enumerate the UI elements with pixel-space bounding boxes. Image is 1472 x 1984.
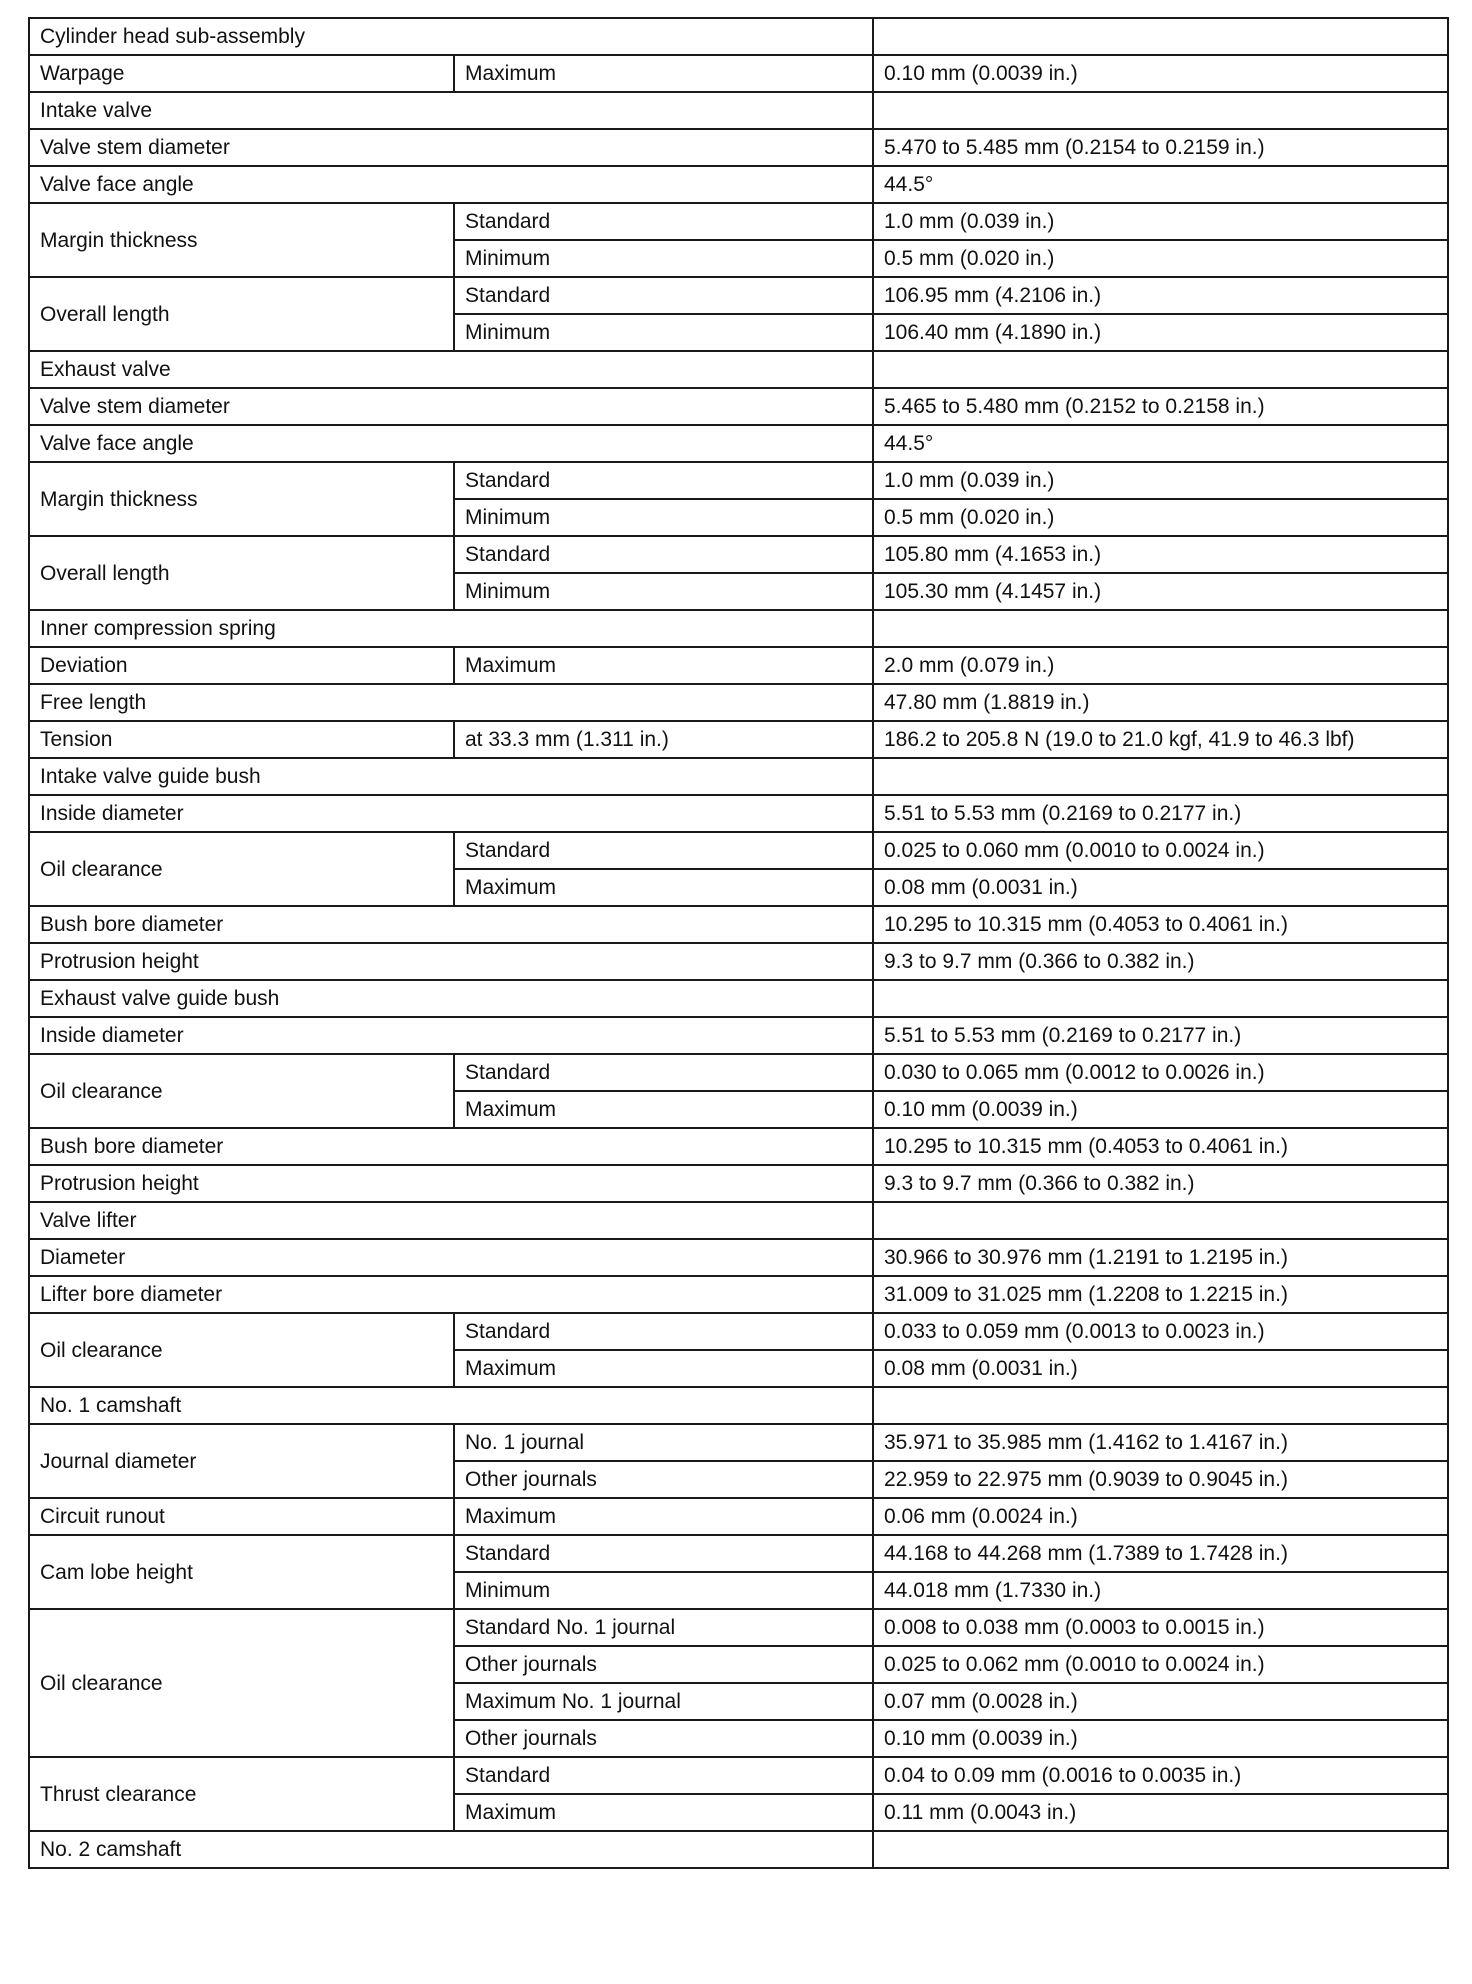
table-cell: Bush bore diameter bbox=[29, 1128, 873, 1165]
table-cell: 30.966 to 30.976 mm (1.2191 to 1.2195 in.) bbox=[873, 1239, 1448, 1276]
table-cell: 9.3 to 9.7 mm (0.366 to 0.382 in.) bbox=[873, 1165, 1448, 1202]
table-cell: Overall length bbox=[29, 277, 454, 351]
table-row bbox=[29, 906, 1448, 943]
spec-table bbox=[28, 17, 1449, 1869]
table-cell: Valve stem diameter bbox=[29, 388, 873, 425]
table-row bbox=[29, 1831, 1448, 1868]
table-cell bbox=[873, 92, 1448, 129]
table-row bbox=[29, 462, 1448, 499]
table-row bbox=[29, 610, 1448, 647]
table-cell: Intake valve bbox=[29, 92, 873, 129]
table-cell: Standard bbox=[454, 1054, 873, 1091]
table-cell: Deviation bbox=[29, 647, 454, 684]
table-cell: 22.959 to 22.975 mm (0.9039 to 0.9045 in.) bbox=[873, 1461, 1448, 1498]
table-row bbox=[29, 1424, 1448, 1461]
table-cell: No. 2 camshaft bbox=[29, 1831, 873, 1868]
table-cell: Maximum bbox=[454, 869, 873, 906]
table-row bbox=[29, 980, 1448, 1017]
table-cell: 1.0 mm (0.039 in.) bbox=[873, 462, 1448, 499]
table-cell: Maximum bbox=[454, 1498, 873, 1535]
table-row bbox=[29, 1535, 1448, 1572]
table-row bbox=[29, 55, 1448, 92]
table-row bbox=[29, 18, 1448, 55]
table-row bbox=[29, 1313, 1448, 1350]
table-cell: Maximum bbox=[454, 55, 873, 92]
table-cell: Other journals bbox=[454, 1720, 873, 1757]
table-cell: 44.5° bbox=[873, 166, 1448, 203]
table-cell: Journal diameter bbox=[29, 1424, 454, 1498]
table-row bbox=[29, 92, 1448, 129]
table-cell: No. 1 camshaft bbox=[29, 1387, 873, 1424]
table-cell: Standard bbox=[454, 1535, 873, 1572]
table-cell: Valve lifter bbox=[29, 1202, 873, 1239]
table-cell: 5.465 to 5.480 mm (0.2152 to 0.2158 in.) bbox=[873, 388, 1448, 425]
table-row bbox=[29, 1054, 1448, 1091]
table-cell: 0.030 to 0.065 mm (0.0012 to 0.0026 in.) bbox=[873, 1054, 1448, 1091]
table-row bbox=[29, 536, 1448, 573]
table-cell: Standard bbox=[454, 277, 873, 314]
table-cell: 0.06 mm (0.0024 in.) bbox=[873, 1498, 1448, 1535]
table-cell: Valve face angle bbox=[29, 425, 873, 462]
table-cell bbox=[873, 1202, 1448, 1239]
table-cell: 44.5° bbox=[873, 425, 1448, 462]
table-row bbox=[29, 1128, 1448, 1165]
table-row bbox=[29, 1609, 1448, 1646]
table-cell: 5.51 to 5.53 mm (0.2169 to 0.2177 in.) bbox=[873, 1017, 1448, 1054]
table-cell: 106.40 mm (4.1890 in.) bbox=[873, 314, 1448, 351]
table-cell: Inside diameter bbox=[29, 795, 873, 832]
table-row bbox=[29, 425, 1448, 462]
table-cell: Oil clearance bbox=[29, 1054, 454, 1128]
table-cell bbox=[873, 610, 1448, 647]
table-row bbox=[29, 1387, 1448, 1424]
table-cell: Exhaust valve bbox=[29, 351, 873, 388]
table-cell: Minimum bbox=[454, 1572, 873, 1609]
table-cell: 47.80 mm (1.8819 in.) bbox=[873, 684, 1448, 721]
table-cell: Standard bbox=[454, 1313, 873, 1350]
table-cell: 0.04 to 0.09 mm (0.0016 to 0.0035 in.) bbox=[873, 1757, 1448, 1794]
table-row bbox=[29, 1757, 1448, 1794]
table-cell: 0.025 to 0.060 mm (0.0010 to 0.0024 in.) bbox=[873, 832, 1448, 869]
table-cell: Valve face angle bbox=[29, 166, 873, 203]
table-cell: Lifter bore diameter bbox=[29, 1276, 873, 1313]
table-cell: 0.08 mm (0.0031 in.) bbox=[873, 869, 1448, 906]
table-cell: 44.168 to 44.268 mm (1.7389 to 1.7428 in.) bbox=[873, 1535, 1448, 1572]
table-row bbox=[29, 277, 1448, 314]
spec-table-body bbox=[29, 18, 1448, 1868]
table-cell: Exhaust valve guide bush bbox=[29, 980, 873, 1017]
table-cell: Free length bbox=[29, 684, 873, 721]
table-cell: 0.11 mm (0.0043 in.) bbox=[873, 1794, 1448, 1831]
table-cell: 10.295 to 10.315 mm (0.4053 to 0.4061 in.) bbox=[873, 1128, 1448, 1165]
table-cell bbox=[873, 1387, 1448, 1424]
table-cell: Standard bbox=[454, 832, 873, 869]
table-cell: Minimum bbox=[454, 573, 873, 610]
table-cell: Margin thickness bbox=[29, 462, 454, 536]
table-cell: 9.3 to 9.7 mm (0.366 to 0.382 in.) bbox=[873, 943, 1448, 980]
table-row bbox=[29, 388, 1448, 425]
table-cell: 1.0 mm (0.039 in.) bbox=[873, 203, 1448, 240]
table-row bbox=[29, 1239, 1448, 1276]
table-cell: Minimum bbox=[454, 314, 873, 351]
table-row bbox=[29, 832, 1448, 869]
table-cell: Protrusion height bbox=[29, 943, 873, 980]
table-row bbox=[29, 1276, 1448, 1313]
table-cell: 5.51 to 5.53 mm (0.2169 to 0.2177 in.) bbox=[873, 795, 1448, 832]
table-cell: 0.5 mm (0.020 in.) bbox=[873, 240, 1448, 277]
table-cell: Maximum bbox=[454, 1350, 873, 1387]
table-row bbox=[29, 351, 1448, 388]
table-cell: 105.80 mm (4.1653 in.) bbox=[873, 536, 1448, 573]
table-cell: Bush bore diameter bbox=[29, 906, 873, 943]
table-cell: 186.2 to 205.8 N (19.0 to 21.0 kgf, 41.9 to 46.3 lbf) bbox=[873, 721, 1448, 758]
table-row bbox=[29, 1165, 1448, 1202]
table-cell bbox=[873, 980, 1448, 1017]
table-row bbox=[29, 684, 1448, 721]
table-row bbox=[29, 647, 1448, 684]
table-cell: Standard bbox=[454, 536, 873, 573]
table-cell: Minimum bbox=[454, 240, 873, 277]
table-cell: Intake valve guide bush bbox=[29, 758, 873, 795]
table-cell: Diameter bbox=[29, 1239, 873, 1276]
table-row bbox=[29, 129, 1448, 166]
table-row bbox=[29, 1017, 1448, 1054]
table-cell: Standard bbox=[454, 203, 873, 240]
table-cell: Inner compression spring bbox=[29, 610, 873, 647]
table-cell: 105.30 mm (4.1457 in.) bbox=[873, 573, 1448, 610]
table-cell bbox=[873, 758, 1448, 795]
table-cell: at 33.3 mm (1.311 in.) bbox=[454, 721, 873, 758]
table-cell: Inside diameter bbox=[29, 1017, 873, 1054]
table-cell: Standard bbox=[454, 1757, 873, 1794]
table-cell: 10.295 to 10.315 mm (0.4053 to 0.4061 in.) bbox=[873, 906, 1448, 943]
table-cell bbox=[873, 18, 1448, 55]
table-cell: Warpage bbox=[29, 55, 454, 92]
table-cell: No. 1 journal bbox=[454, 1424, 873, 1461]
table-cell bbox=[873, 351, 1448, 388]
table-cell: 44.018 mm (1.7330 in.) bbox=[873, 1572, 1448, 1609]
table-row bbox=[29, 943, 1448, 980]
table-cell: 0.10 mm (0.0039 in.) bbox=[873, 55, 1448, 92]
table-cell: Tension bbox=[29, 721, 454, 758]
table-row bbox=[29, 758, 1448, 795]
table-cell: Margin thickness bbox=[29, 203, 454, 277]
table-cell: Circuit runout bbox=[29, 1498, 454, 1535]
table-cell bbox=[873, 1831, 1448, 1868]
table-cell: Other journals bbox=[454, 1461, 873, 1498]
table-cell: Overall length bbox=[29, 536, 454, 610]
table-cell: Standard No. 1 journal bbox=[454, 1609, 873, 1646]
table-cell: 31.009 to 31.025 mm (1.2208 to 1.2215 in.) bbox=[873, 1276, 1448, 1313]
table-cell: 0.10 mm (0.0039 in.) bbox=[873, 1091, 1448, 1128]
table-cell: Cylinder head sub-assembly bbox=[29, 18, 873, 55]
table-row bbox=[29, 1202, 1448, 1239]
table-row bbox=[29, 721, 1448, 758]
table-cell: 2.0 mm (0.079 in.) bbox=[873, 647, 1448, 684]
table-cell: Other journals bbox=[454, 1646, 873, 1683]
table-cell: 0.5 mm (0.020 in.) bbox=[873, 499, 1448, 536]
table-cell: 0.10 mm (0.0039 in.) bbox=[873, 1720, 1448, 1757]
table-cell: Maximum bbox=[454, 647, 873, 684]
table-row bbox=[29, 1498, 1448, 1535]
table-cell: 0.08 mm (0.0031 in.) bbox=[873, 1350, 1448, 1387]
table-cell: Valve stem diameter bbox=[29, 129, 873, 166]
table-row bbox=[29, 203, 1448, 240]
table-cell: 0.008 to 0.038 mm (0.0003 to 0.0015 in.) bbox=[873, 1609, 1448, 1646]
table-cell: Cam lobe height bbox=[29, 1535, 454, 1609]
table-cell: 35.971 to 35.985 mm (1.4162 to 1.4167 in.) bbox=[873, 1424, 1448, 1461]
table-cell: Maximum No. 1 journal bbox=[454, 1683, 873, 1720]
table-cell: 0.07 mm (0.0028 in.) bbox=[873, 1683, 1448, 1720]
table-cell: 0.025 to 0.062 mm (0.0010 to 0.0024 in.) bbox=[873, 1646, 1448, 1683]
table-cell: Thrust clearance bbox=[29, 1757, 454, 1831]
table-cell: 5.470 to 5.485 mm (0.2154 to 0.2159 in.) bbox=[873, 129, 1448, 166]
table-cell: 106.95 mm (4.2106 in.) bbox=[873, 277, 1448, 314]
table-cell: Oil clearance bbox=[29, 1313, 454, 1387]
table-row bbox=[29, 166, 1448, 203]
table-cell: Minimum bbox=[454, 499, 873, 536]
table-cell: Protrusion height bbox=[29, 1165, 873, 1202]
table-cell: Standard bbox=[454, 462, 873, 499]
table-cell: Maximum bbox=[454, 1794, 873, 1831]
table-cell: 0.033 to 0.059 mm (0.0013 to 0.0023 in.) bbox=[873, 1313, 1448, 1350]
table-cell: Maximum bbox=[454, 1091, 873, 1128]
table-cell: Oil clearance bbox=[29, 832, 454, 906]
table-cell: Oil clearance bbox=[29, 1609, 454, 1757]
table-row bbox=[29, 795, 1448, 832]
